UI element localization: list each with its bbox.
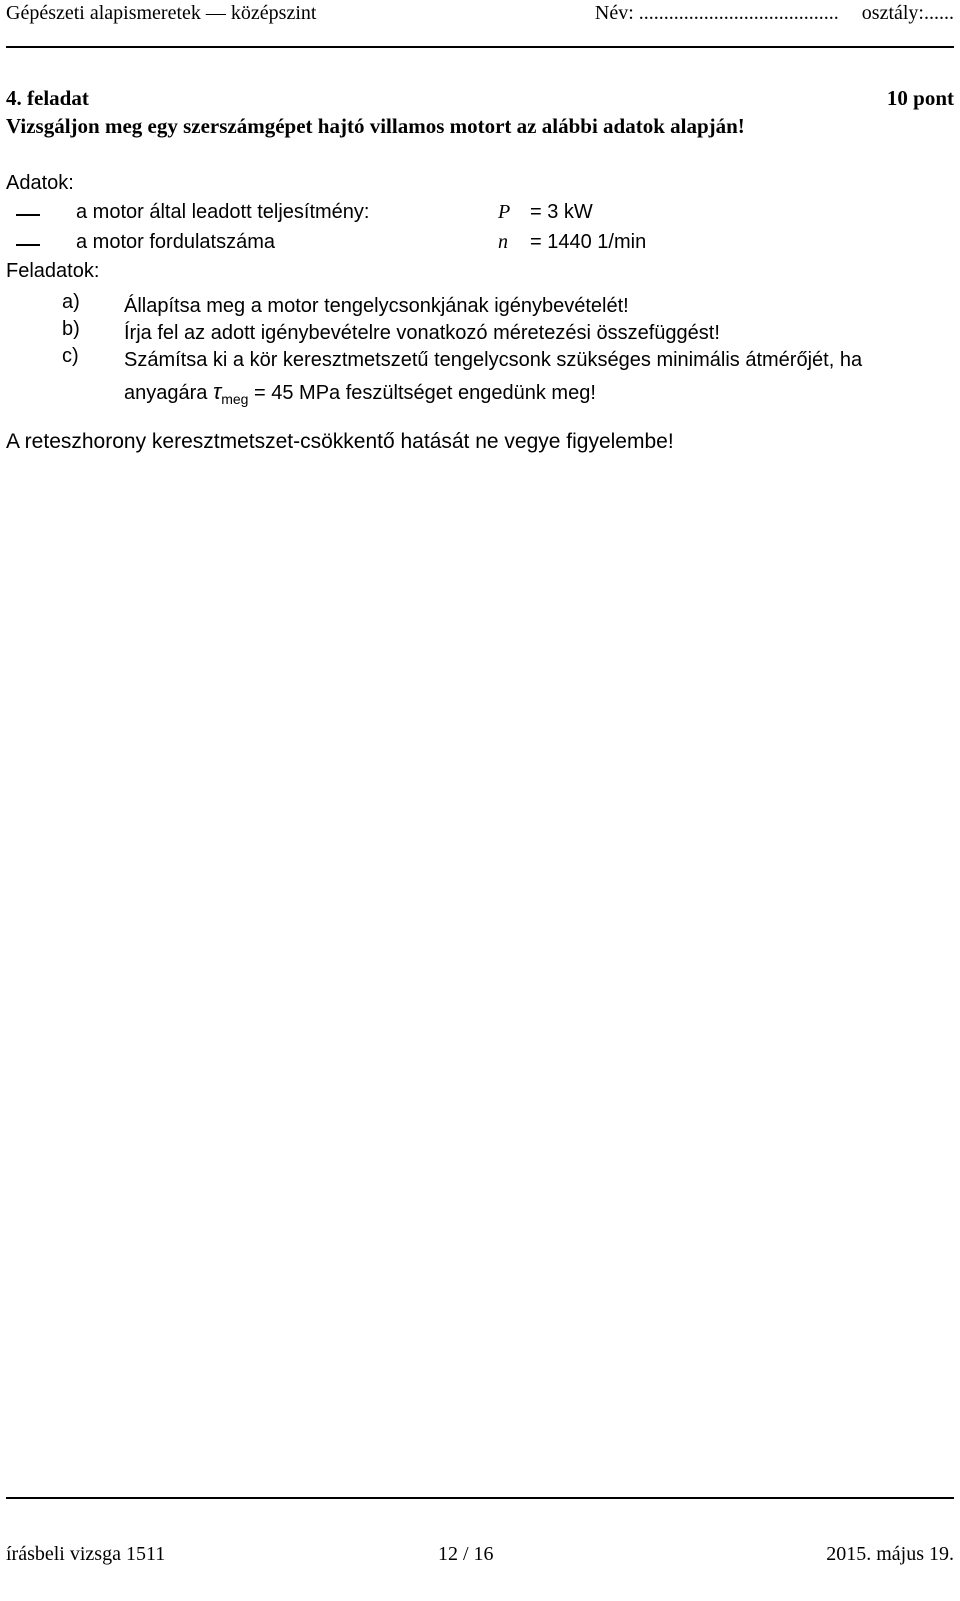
tau-subscript: meg [221,391,249,407]
subject-title: Gépészeti alapismeretek — középszint [6,2,317,24]
data-label: Adatok: [6,172,74,194]
subtask-text: Állapítsa meg a motor tengelycsonkjának igénybevételét! [124,295,629,317]
subtask-text [124,345,944,415]
subtask-letter: b) [62,318,80,340]
tasks-label: Feladatok: [6,260,100,282]
task-intro: Vizsgáljon meg egy szerszámgépet hajtó villamos motort az alábbi adatok alapján! [6,114,745,138]
data-item-speed [6,231,946,259]
dash-bullet [16,244,40,246]
data-desc: a motor fordulatszáma [76,231,275,253]
subtask-c-line1: Számítsa ki a kör keresztmetszetű tengelycsonk szükséges minimális átmérőjét, ha [124,349,863,371]
page-footer [6,1543,954,1573]
subtask-letter: a) [62,291,80,313]
page-number: 12 / 16 [438,1543,494,1565]
task-number: 4. feladat [6,86,89,110]
data-desc: a motor által leadott teljesítmény: [76,201,370,223]
name-field: Név: ........................................ [594,2,839,24]
tau-symbol: τ [212,379,222,404]
data-symbol: n [498,231,508,253]
data-symbol: P [498,201,511,223]
instruction-note: A reteszhorony keresztmetszet-csökkentő hatását ne vegye figyelembe! [6,430,674,453]
task-heading [6,86,954,111]
class-field: osztály:...... [861,2,954,24]
footer-divider [6,1497,954,1499]
header-divider [6,46,954,48]
data-value: = 3 kW [530,201,593,223]
subtask-text: Írja fel az adott igénybevételre vonatkozó méretezési összefüggést! [124,322,720,344]
subtask-letter: c) [62,345,79,367]
exam-date: 2015. május 19. [826,1543,954,1565]
data-item-power [6,201,946,229]
subtask-c-line2 [124,376,944,415]
exam-code: írásbeli vizsga 1511 [6,1543,166,1565]
page-header [6,0,954,40]
student-fields [577,2,954,25]
subtask-c-pre: anyagára [124,382,213,404]
subtask-c-post: = 45 MPa feszültséget engedünk meg! [248,382,596,404]
data-value: = 1440 1/min [530,231,647,253]
task-points: 10 pont [886,86,954,110]
dash-bullet [16,214,40,216]
